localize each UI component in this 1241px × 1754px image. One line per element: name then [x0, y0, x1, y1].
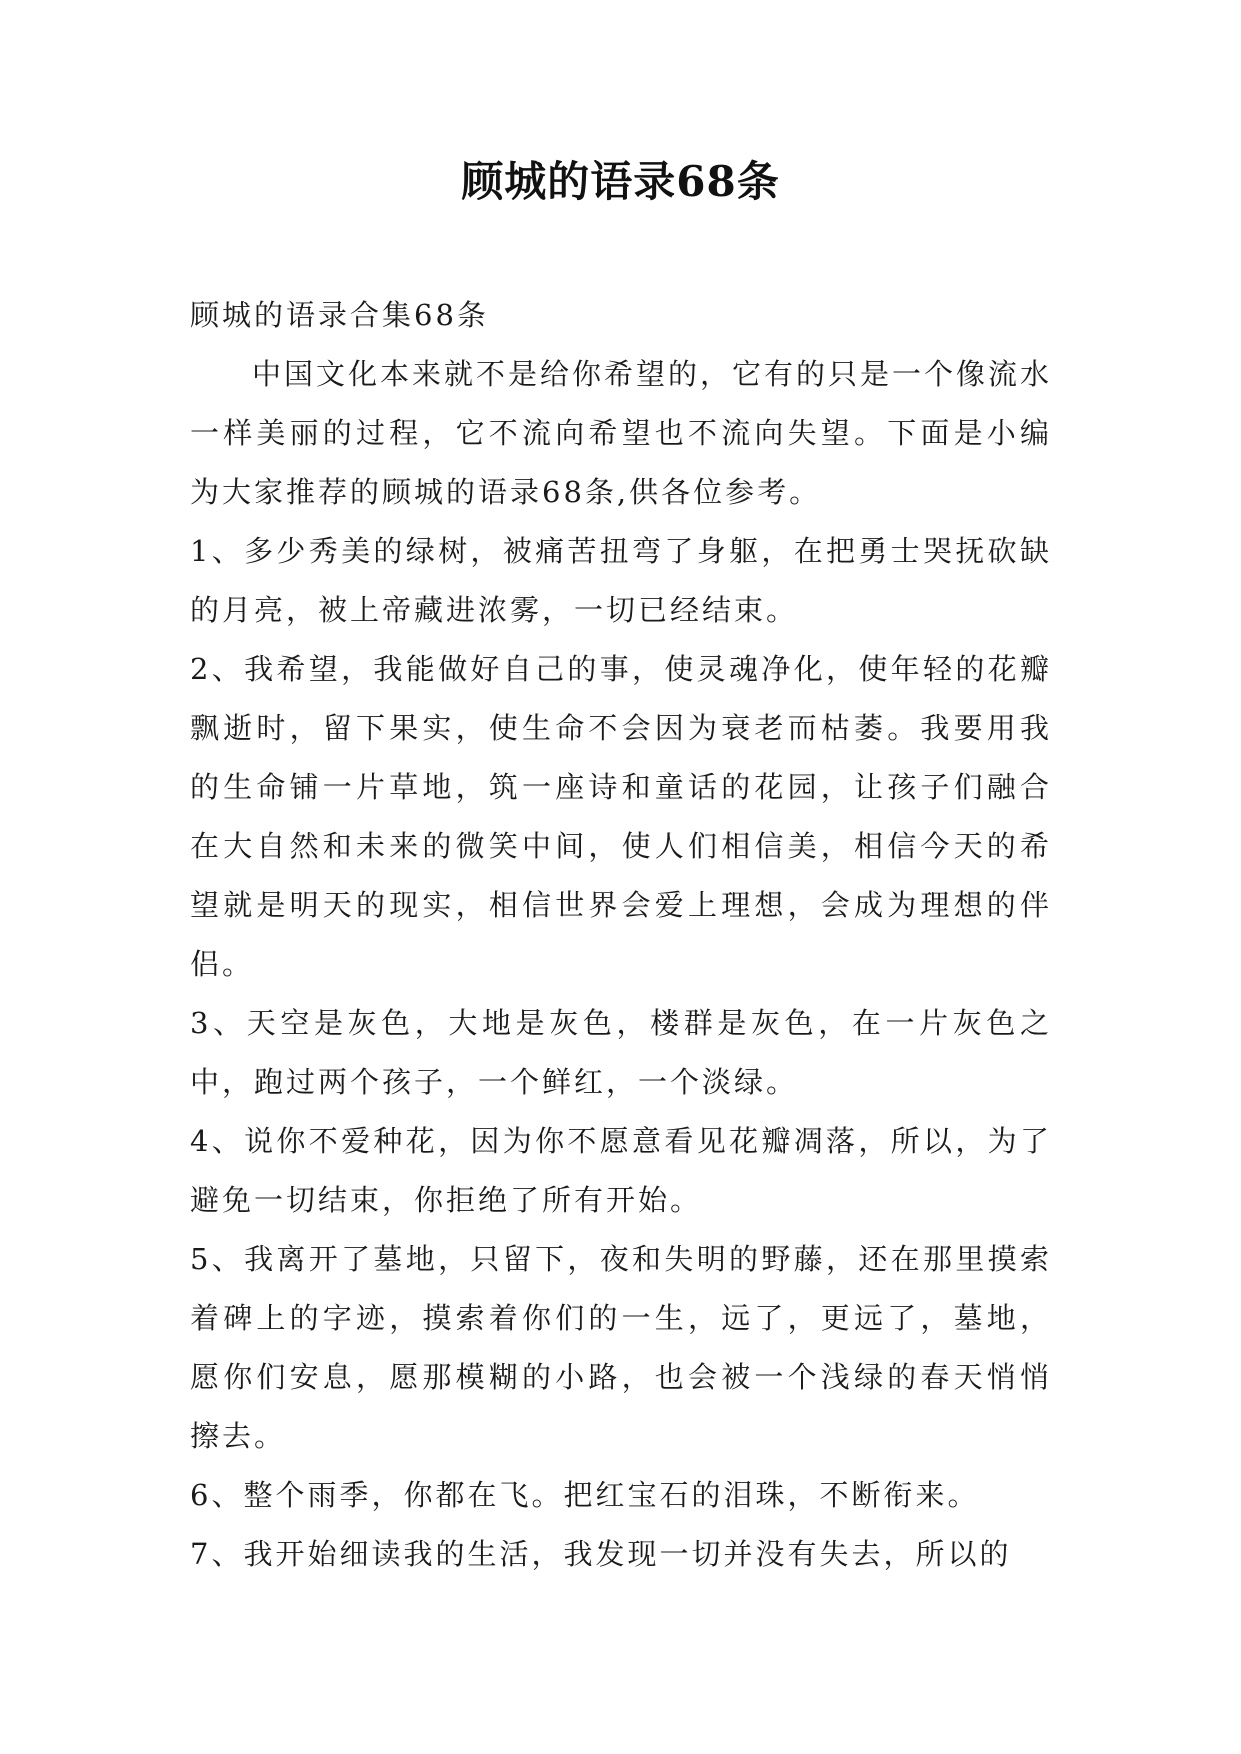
- quote-item-4: 4、说你不爱种花，因为你不愿意看见花瓣凋落，所以，为了避免一切结束，你拒绝了所有开始。: [190, 1124, 1052, 1217]
- quote-item-2: 2、我希望，我能做好自己的事，使灵魂净化，使年轻的花瓣飘逝时，留下果实，使生命不会因为衰老而枯萎。我要用我的生命铺一片草地，筑一座诗和童话的花园，让孩子们融合在大自然和未来的微笑中间，使人们相信美，相信今天的希望就是明天的现实，相信世界会爱上理想，会成为理想的伴侣。: [190, 652, 1052, 981]
- quote-item-5: 5、我离开了墓地，只留下，夜和失明的野藤，还在那里摸索着碑上的字迹，摸索着你们的一生，远了，更远了，墓地，愿你们安息，愿那模糊的小路，也会被一个浅绿的春天悄悄擦去。: [190, 1242, 1052, 1453]
- document-subtitle: 顾城的语录合集68条: [190, 298, 489, 332]
- document-title: 顾城的语录68条: [461, 157, 780, 206]
- intro-paragraph: 中国文化本来就不是给你希望的，它有的只是一个像流水一样美丽的过程，它不流向希望也不流向失望。下面是小编为大家推荐的顾城的语录68条,供各位参考。: [190, 357, 1053, 509]
- quote-item-1: 1、多少秀美的绿树，被痛苦扭弯了身躯，在把勇士哭抚砍缺的月亮，被上帝藏进浓雾，一切已经结束。: [190, 534, 1052, 627]
- quote-item-7: 7、我开始细读我的生活，我发现一切并没有失去，所以的: [190, 1537, 1012, 1571]
- quote-item-6: 6、整个雨季，你都在飞。把红宝石的泪珠，不断衔来。: [190, 1478, 980, 1512]
- quote-item-3: 3、天空是灰色，大地是灰色，楼群是灰色，在一片灰色之中，跑过两个孩子，一个鲜红，一个淡绿。: [190, 1006, 1052, 1099]
- document-body: [190, 286, 1052, 1584]
